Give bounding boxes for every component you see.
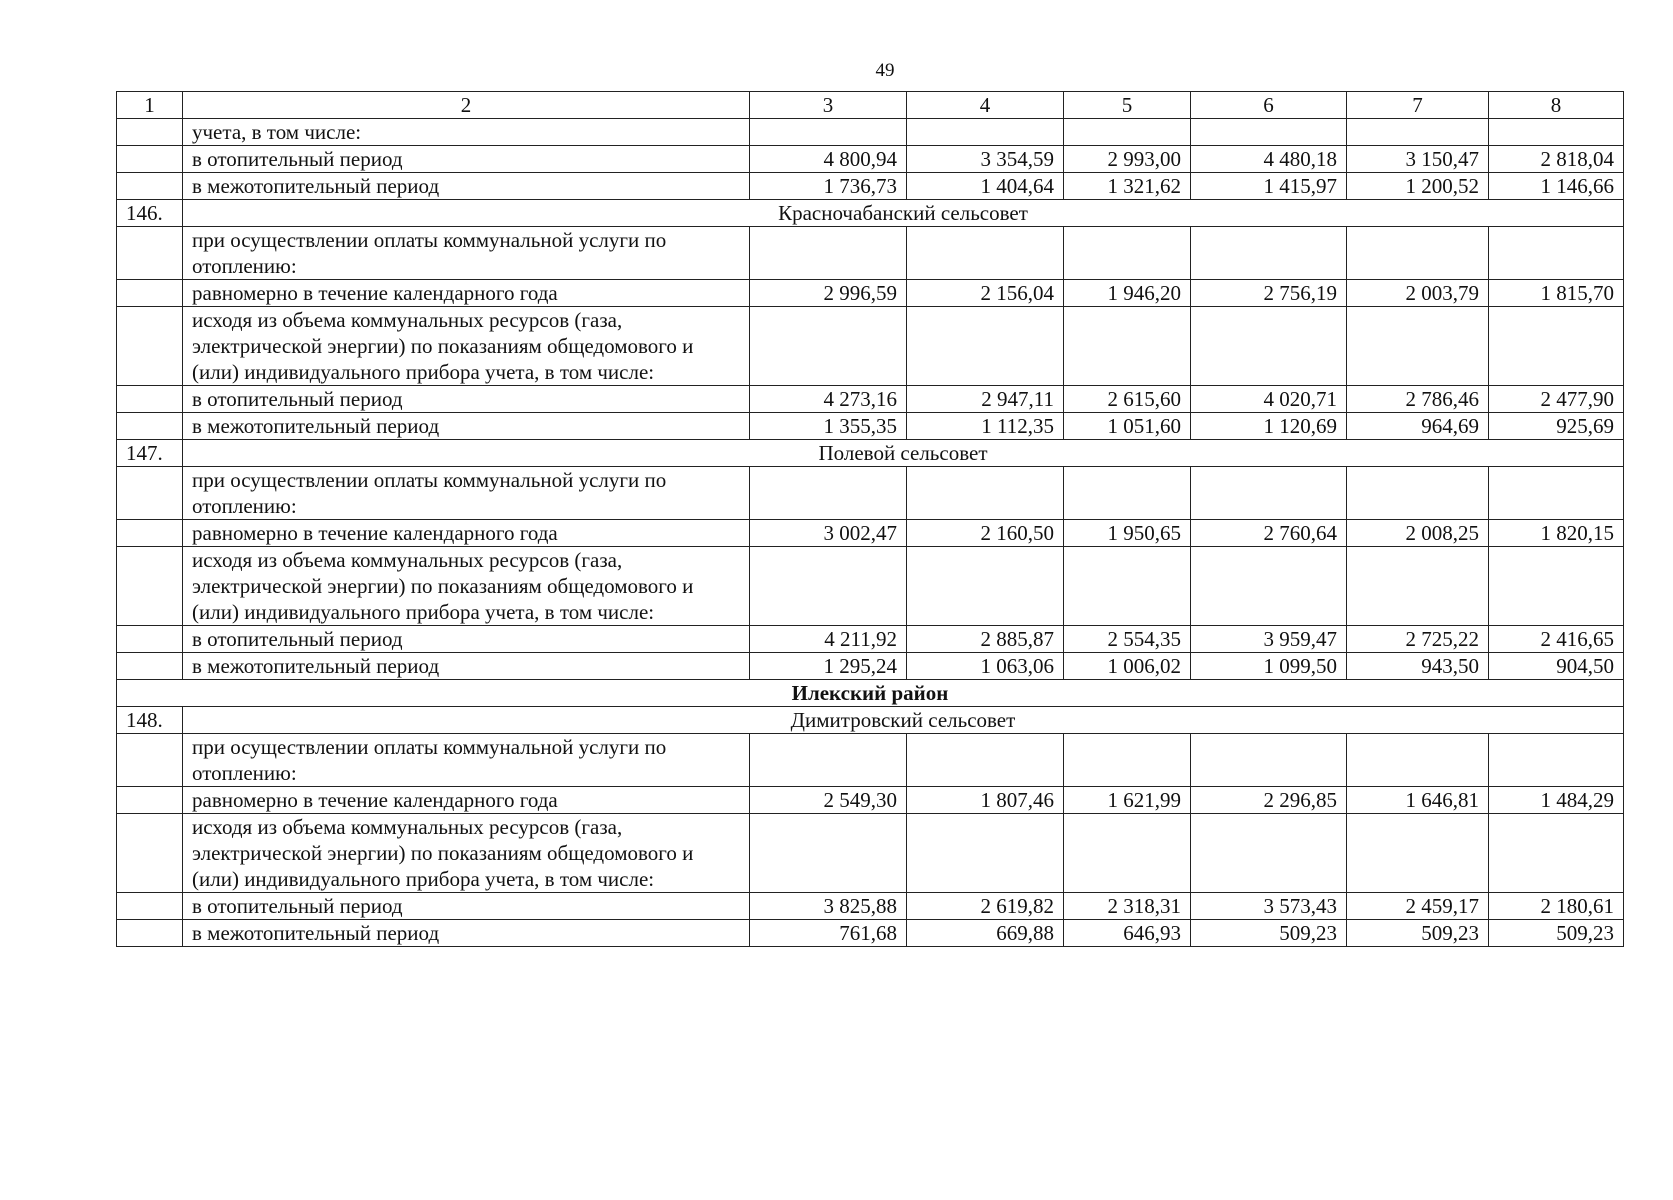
section-title: Полевой сельсовет	[183, 440, 1624, 467]
row-label: при осуществлении оплаты коммунальной услуги по отоплению:	[183, 734, 750, 787]
value-cell: 3 825,88	[750, 893, 907, 920]
row-label: исходя из объема коммунальных ресурсов (газа, электрической энергии) по показаниям общедомового и (или) индивидуального прибора учета, в том числе:	[183, 814, 750, 893]
value-cell: 2 818,04	[1489, 146, 1624, 173]
table-row	[117, 520, 1624, 547]
value-cell: 1 807,46	[907, 787, 1064, 814]
row-number	[117, 520, 183, 547]
value-cell: 2 725,22	[1347, 626, 1489, 653]
value-cell	[1064, 119, 1191, 146]
value-cell: 761,68	[750, 920, 907, 947]
value-cell: 2 459,17	[1347, 893, 1489, 920]
value-cell: 1 404,64	[907, 173, 1064, 200]
value-cell: 2 549,30	[750, 787, 907, 814]
table-row	[117, 787, 1624, 814]
row-number	[117, 307, 183, 386]
value-cell	[1064, 734, 1191, 787]
value-cell	[1489, 734, 1624, 787]
value-cell: 2 008,25	[1347, 520, 1489, 547]
value-cell	[750, 119, 907, 146]
value-cell: 1 120,69	[1191, 413, 1347, 440]
tariff-table	[116, 91, 1624, 947]
value-cell	[1489, 119, 1624, 146]
row-label: при осуществлении оплаты коммунальной услуги по отоплению:	[183, 227, 750, 280]
value-cell	[907, 119, 1064, 146]
table-row	[117, 626, 1624, 653]
value-cell	[1064, 227, 1191, 280]
value-cell	[907, 814, 1064, 893]
value-cell: 3 354,59	[907, 146, 1064, 173]
row-label: в межотопительный период	[183, 413, 750, 440]
row-number	[117, 413, 183, 440]
section-row	[117, 440, 1624, 467]
value-cell	[1347, 467, 1489, 520]
row-label: исходя из объема коммунальных ресурсов (газа, электрической энергии) по показаниям общедомового и (или) индивидуального прибора учета, в том числе:	[183, 547, 750, 626]
value-cell	[1191, 734, 1347, 787]
row-number	[117, 814, 183, 893]
row-number	[117, 386, 183, 413]
table-row	[117, 653, 1624, 680]
row-label: в межотопительный период	[183, 653, 750, 680]
value-cell: 1 321,62	[1064, 173, 1191, 200]
value-cell: 4 273,16	[750, 386, 907, 413]
value-cell: 2 180,61	[1489, 893, 1624, 920]
header-cell: 5	[1064, 92, 1191, 119]
row-label: в отопительный период	[183, 386, 750, 413]
value-cell	[1489, 467, 1624, 520]
row-label: в отопительный период	[183, 893, 750, 920]
value-cell: 964,69	[1347, 413, 1489, 440]
value-cell	[907, 227, 1064, 280]
section-title: Красночабанский сельсовет	[183, 200, 1624, 227]
table-row	[117, 173, 1624, 200]
value-cell: 2 156,04	[907, 280, 1064, 307]
section-row	[117, 200, 1624, 227]
value-cell	[750, 307, 907, 386]
value-cell	[907, 734, 1064, 787]
header-cell: 2	[183, 92, 750, 119]
table-row	[117, 227, 1624, 280]
value-cell: 2 786,46	[1347, 386, 1489, 413]
row-label: исходя из объема коммунальных ресурсов (газа, электрической энергии) по показаниям общедомового и (или) индивидуального прибора учета, в том числе:	[183, 307, 750, 386]
value-cell: 2 477,90	[1489, 386, 1624, 413]
header-cell: 3	[750, 92, 907, 119]
value-cell: 2 296,85	[1191, 787, 1347, 814]
page-number: 49	[875, 60, 895, 81]
header-cell: 6	[1191, 92, 1347, 119]
row-number	[117, 467, 183, 520]
value-cell: 1 415,97	[1191, 173, 1347, 200]
value-cell: 2 619,82	[907, 893, 1064, 920]
row-label: равномерно в течение календарного года	[183, 520, 750, 547]
value-cell	[1191, 547, 1347, 626]
value-cell: 1 112,35	[907, 413, 1064, 440]
value-cell: 1 099,50	[1191, 653, 1347, 680]
value-cell: 3 002,47	[750, 520, 907, 547]
value-cell: 925,69	[1489, 413, 1624, 440]
row-label: в межотопительный период	[183, 920, 750, 947]
value-cell: 1 051,60	[1064, 413, 1191, 440]
header-cell: 8	[1489, 92, 1624, 119]
value-cell: 1 355,35	[750, 413, 907, 440]
value-cell: 4 800,94	[750, 146, 907, 173]
table-row	[117, 386, 1624, 413]
value-cell: 943,50	[1347, 653, 1489, 680]
value-cell: 1 946,20	[1064, 280, 1191, 307]
value-cell: 509,23	[1191, 920, 1347, 947]
value-cell	[1064, 467, 1191, 520]
value-cell	[1191, 119, 1347, 146]
value-cell: 4 211,92	[750, 626, 907, 653]
value-cell	[907, 547, 1064, 626]
section-title: Димитровский сельсовет	[183, 707, 1624, 734]
table-row	[117, 467, 1624, 520]
value-cell: 2 760,64	[1191, 520, 1347, 547]
value-cell: 2 416,65	[1489, 626, 1624, 653]
value-cell: 1 646,81	[1347, 787, 1489, 814]
table-row	[117, 146, 1624, 173]
value-cell	[1489, 307, 1624, 386]
value-cell	[750, 734, 907, 787]
row-number	[117, 787, 183, 814]
table-row	[117, 413, 1624, 440]
value-cell: 1 736,73	[750, 173, 907, 200]
value-cell	[1191, 467, 1347, 520]
value-cell: 3 150,47	[1347, 146, 1489, 173]
value-cell	[1191, 227, 1347, 280]
value-cell: 4 480,18	[1191, 146, 1347, 173]
value-cell: 2 003,79	[1347, 280, 1489, 307]
row-label: учета, в том числе:	[183, 119, 750, 146]
value-cell	[907, 467, 1064, 520]
table-row	[117, 307, 1624, 386]
table-row	[117, 893, 1624, 920]
value-cell: 3 959,47	[1191, 626, 1347, 653]
section-row	[117, 707, 1624, 734]
table-body	[117, 92, 1624, 947]
value-cell: 2 318,31	[1064, 893, 1191, 920]
value-cell	[1191, 307, 1347, 386]
value-cell: 2 996,59	[750, 280, 907, 307]
row-label: равномерно в течение календарного года	[183, 787, 750, 814]
value-cell: 2 554,35	[1064, 626, 1191, 653]
table-row	[117, 119, 1624, 146]
value-cell: 3 573,43	[1191, 893, 1347, 920]
value-cell	[1064, 307, 1191, 386]
value-cell	[1489, 227, 1624, 280]
value-cell: 1 815,70	[1489, 280, 1624, 307]
row-number	[117, 734, 183, 787]
value-cell: 904,50	[1489, 653, 1624, 680]
value-cell	[750, 467, 907, 520]
region-title: Илекский район	[117, 680, 1624, 707]
row-number: 146.	[117, 200, 183, 227]
row-number	[117, 146, 183, 173]
table-row	[117, 280, 1624, 307]
value-cell: 1 200,52	[1347, 173, 1489, 200]
row-label: в отопительный период	[183, 626, 750, 653]
value-cell: 1 295,24	[750, 653, 907, 680]
value-cell	[1064, 814, 1191, 893]
value-cell	[1347, 734, 1489, 787]
value-cell: 509,23	[1347, 920, 1489, 947]
row-label: в межотопительный период	[183, 173, 750, 200]
value-cell: 1 820,15	[1489, 520, 1624, 547]
row-number: 148.	[117, 707, 183, 734]
row-label: при осуществлении оплаты коммунальной услуги по отоплению:	[183, 467, 750, 520]
value-cell: 4 020,71	[1191, 386, 1347, 413]
value-cell	[750, 227, 907, 280]
value-cell: 1 006,02	[1064, 653, 1191, 680]
row-number: 147.	[117, 440, 183, 467]
value-cell	[1191, 814, 1347, 893]
value-cell: 1 063,06	[907, 653, 1064, 680]
value-cell	[1489, 547, 1624, 626]
value-cell: 1 146,66	[1489, 173, 1624, 200]
table-row	[117, 547, 1624, 626]
value-cell	[1347, 547, 1489, 626]
row-label: равномерно в течение календарного года	[183, 280, 750, 307]
value-cell: 646,93	[1064, 920, 1191, 947]
row-number	[117, 119, 183, 146]
row-number	[117, 626, 183, 653]
row-number	[117, 653, 183, 680]
value-cell	[1347, 227, 1489, 280]
value-cell: 2 756,19	[1191, 280, 1347, 307]
row-number	[117, 227, 183, 280]
value-cell: 1 621,99	[1064, 787, 1191, 814]
value-cell: 669,88	[907, 920, 1064, 947]
table-row	[117, 920, 1624, 947]
row-number	[117, 920, 183, 947]
row-number	[117, 173, 183, 200]
row-number	[117, 280, 183, 307]
value-cell	[1347, 307, 1489, 386]
header-row	[117, 92, 1624, 119]
value-cell	[1489, 814, 1624, 893]
value-cell: 2 160,50	[907, 520, 1064, 547]
value-cell	[1064, 547, 1191, 626]
header-cell: 4	[907, 92, 1064, 119]
row-label: в отопительный период	[183, 146, 750, 173]
table-row	[117, 734, 1624, 787]
table-row	[117, 814, 1624, 893]
value-cell: 2 615,60	[1064, 386, 1191, 413]
value-cell: 1 950,65	[1064, 520, 1191, 547]
value-cell	[907, 307, 1064, 386]
value-cell: 2 885,87	[907, 626, 1064, 653]
value-cell	[1347, 119, 1489, 146]
value-cell	[750, 547, 907, 626]
header-cell: 7	[1347, 92, 1489, 119]
value-cell	[750, 814, 907, 893]
value-cell	[1347, 814, 1489, 893]
value-cell: 1 484,29	[1489, 787, 1624, 814]
header-cell: 1	[117, 92, 183, 119]
region-row	[117, 680, 1624, 707]
value-cell: 509,23	[1489, 920, 1624, 947]
row-number	[117, 547, 183, 626]
value-cell: 2 947,11	[907, 386, 1064, 413]
value-cell: 2 993,00	[1064, 146, 1191, 173]
row-number	[117, 893, 183, 920]
